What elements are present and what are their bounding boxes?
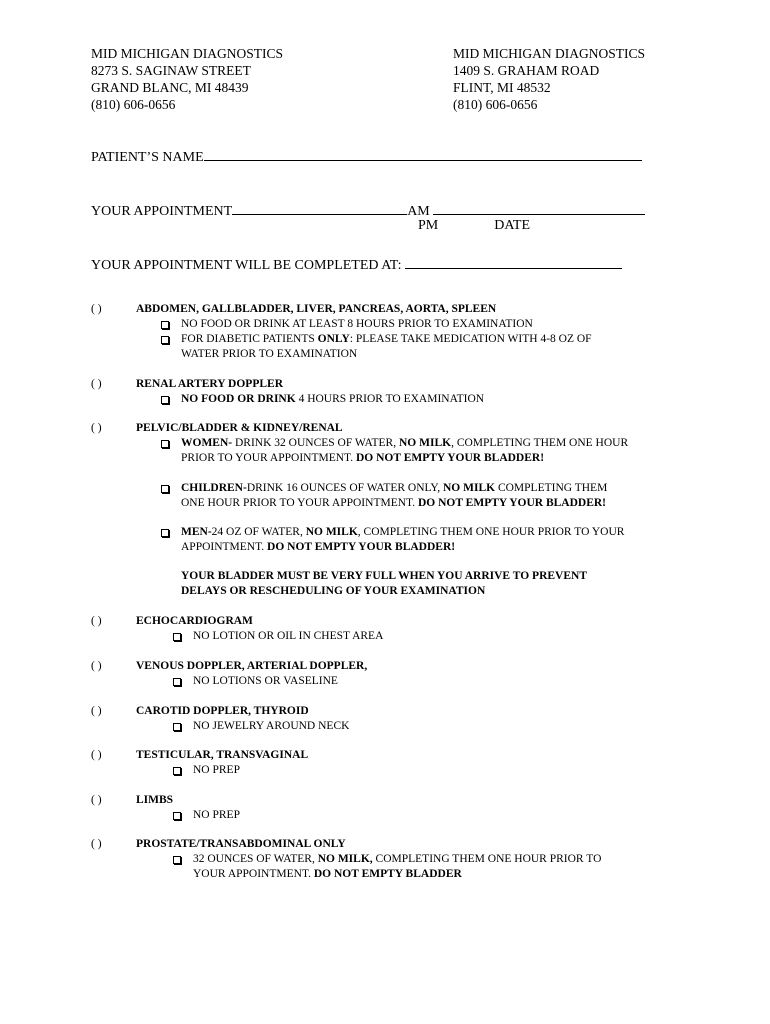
exam-checkbox[interactable]: ( ) (91, 615, 102, 627)
exam-checkbox[interactable]: ( ) (91, 794, 102, 806)
exam-testicular-transvaginal: ( ) TESTICULAR, TRANSVAGINAL NO PREP (91, 749, 309, 776)
exam-checkbox[interactable]: ( ) (91, 303, 102, 315)
exam-checkbox[interactable]: ( ) (91, 422, 102, 434)
address-block-flint (453, 45, 645, 113)
checkbox-square-icon (161, 485, 169, 493)
checkbox-square-icon (161, 396, 169, 404)
completed-at-label: YOUR APPOINTMENT WILL BE COMPLETED AT: (91, 258, 402, 273)
exam-title: VENOUS DOPPLER, ARTERIAL DOPPLER, (136, 660, 368, 672)
exam-checkbox[interactable]: ( ) (91, 660, 102, 672)
exam-title: LIMBS (136, 794, 174, 806)
checkbox-square-icon (173, 812, 181, 820)
patient-name-blank[interactable] (272, 146, 642, 161)
checkbox-square-icon (161, 440, 169, 448)
phone-number: (810) 606-0656 (91, 97, 176, 112)
checkbox-square-icon (173, 633, 181, 641)
exam-limbs: ( ) LIMBS NO PREP (91, 794, 240, 821)
pm-label: PM (418, 218, 439, 233)
checkbox-square-icon (173, 856, 181, 864)
checkbox-square-icon (173, 678, 181, 686)
city-state-zip: GRAND BLANC, MI 48439 (91, 80, 249, 95)
street-address: 1409 S. GRAHAM ROAD (453, 63, 600, 78)
exam-prostate-transabdominal: ( ) PROSTATE/TRANSABDOMINAL ONLY 32 OUNCES OF WATER, NO MILK, COMPLETING THEM ONE HOUR PRIOR TO YOUR APPOINTMENT. DO NOT EMPTY BLADDER (91, 838, 602, 880)
checkbox-square-icon (161, 529, 169, 537)
exam-title: TESTICULAR, TRANSVAGINAL (136, 749, 309, 761)
exam-abdomen: ( ) ABDOMEN, GALLBLADDER, LIVER, PANCREAS, AORTA, SPLEEN NO FOOD OR DRINK AT LEAST 8 HOURS PRIOR TO EXAMINATION FOR DIABETIC PATIENTS ONLY: PLEASE TAKE MEDICATION WITH 4-8 OZ OF WATER PRIOR TO EXAMINATION (91, 303, 592, 360)
appointment-time-blank[interactable] (232, 200, 407, 215)
full-bladder-warning: YOUR BLADDER MUST BE VERY FULL WHEN YOU ARRIVE TO PREVENT DELAYS OR RESCHEDULING OF YOUR EXAMINATION (181, 570, 588, 597)
patient-name-blank-short[interactable] (204, 146, 272, 161)
checkbox-square-icon (173, 767, 181, 775)
exam-title: PROSTATE/TRANSABDOMINAL ONLY (136, 838, 346, 850)
exam-carotid-doppler-thyroid: ( ) CAROTID DOPPLER, THYROID NO JEWELRY AROUND NECK (91, 705, 350, 732)
checkbox-square-icon (161, 336, 169, 344)
exam-renal-artery-doppler: ( ) RENAL ARTERY DOPPLER NO FOOD OR DRINK 4 HOURS PRIOR TO EXAMINATION (91, 378, 485, 405)
clinic-name: MID MICHIGAN DIAGNOSTICS (453, 46, 645, 61)
exam-venous-arterial-doppler: ( ) VENOUS DOPPLER, ARTERIAL DOPPLER, NO LOTIONS OR VASELINE (91, 660, 368, 687)
pm-date-row (418, 218, 530, 234)
patient-name-label: PATIENT’S NAME (91, 150, 204, 165)
city-state-zip: FLINT, MI 48532 (453, 80, 551, 95)
am-label: AM (407, 204, 430, 219)
completed-at-row (91, 254, 622, 274)
checkbox-square-icon (173, 723, 181, 731)
appointment-label: YOUR APPOINTMENT (91, 204, 233, 219)
exam-title: RENAL ARTERY DOPPLER (136, 378, 284, 390)
exam-checkbox[interactable]: ( ) (91, 705, 102, 717)
exam-title: ECHOCARDIOGRAM (136, 615, 253, 627)
exam-checkbox[interactable]: ( ) (91, 378, 102, 390)
exam-title: ABDOMEN, GALLBLADDER, LIVER, PANCREAS, AORTA, SPLEEN (136, 303, 497, 315)
street-address: 8273 S. SAGINAW STREET (91, 63, 251, 78)
checkbox-square-icon (161, 321, 169, 329)
exam-checkbox[interactable]: ( ) (91, 749, 102, 761)
date-label: DATE (494, 218, 531, 233)
clinic-name: MID MICHIGAN DIAGNOSTICS (91, 46, 283, 61)
exam-title: PELVIC/BLADDER & KIDNEY/RENAL (136, 422, 343, 434)
appointment-date-blank[interactable] (433, 200, 645, 215)
phone-number: (810) 606-0656 (453, 97, 538, 112)
completed-at-blank[interactable] (405, 254, 622, 269)
patient-name-row (91, 146, 642, 166)
appointment-row (91, 200, 645, 220)
exam-pelvic-bladder: ( ) PELVIC/BLADDER & KIDNEY/RENAL WOMEN- DRINK 32 OUNCES OF WATER, NO MILK, COMPLETING THEM ONE HOUR PRIOR TO YOUR APPOINTMENT. DO NOT EMPTY YOUR BLADDER! CHILDREN-DRINK 16 OUNCES OF WATER ONLY, NO MILK COMPLETING THEM ONE HOUR PRIOR TO YOUR APPOINTMENT. DO NOT EMPTY YOUR BLADDER! MEN-24 OZ OF WATER, NO MILK, COMPLETING THEM ONE HOUR PRIOR TO YOUR APPOINTMENT. DO NOT EMPTY YOUR BLADDER! YOUR BLADDER MUST BE VERY FULL WHEN YOU ARRIVE TO PREVENT DELAYS OR RESCHEDULING OF YOUR EXAMINATION (91, 421, 691, 601)
exam-checkbox[interactable]: ( ) (91, 838, 102, 850)
exam-title: CAROTID DOPPLER, THYROID (136, 705, 309, 717)
exam-echocardiogram: ( ) ECHOCARDIOGRAM NO LOTION OR OIL IN CHEST AREA (91, 615, 384, 642)
address-block-grand-blanc (91, 45, 283, 113)
